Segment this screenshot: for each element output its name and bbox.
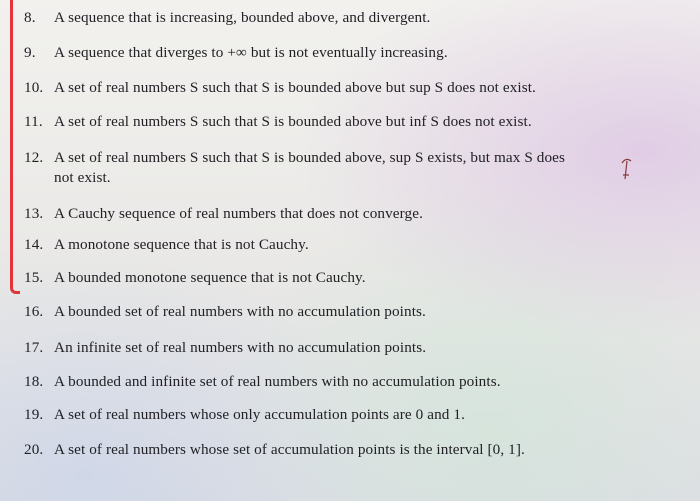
item-text: A bounded monotone sequence that is not Cauchy. — [54, 269, 366, 286]
item-number: 11. — [24, 113, 43, 130]
red-margin-bracket — [10, 0, 20, 294]
item-text: An infinite set of real numbers with no accumulation points. — [54, 339, 427, 356]
pen-mark — [620, 155, 634, 181]
item-number: 17. — [24, 339, 44, 356]
list-item-12 — [24, 148, 688, 188]
item-number: 19. — [24, 406, 44, 423]
item-number: 20. — [24, 441, 44, 458]
item-text: A Cauchy sequence of real numbers that does not converge. — [54, 205, 423, 222]
list-item-16 — [24, 302, 426, 322]
item-text: A bounded and infinite set of real numbers with no accumulation points. — [54, 373, 501, 390]
item-text: A sequence that diverges to +∞ but is not eventually increasing. — [54, 44, 448, 61]
list-item-14 — [24, 235, 309, 255]
item-number: 14. — [24, 236, 44, 253]
item-number: 8. — [24, 9, 36, 26]
list-item-9 — [24, 43, 448, 63]
list-item-15 — [24, 268, 366, 288]
list-item-10 — [24, 78, 536, 98]
item-number: 18. — [24, 373, 44, 390]
item-text: A sequence that is increasing, bounded above, and divergent. — [54, 9, 431, 26]
list-item-19 — [24, 405, 465, 425]
list-item-18 — [24, 372, 501, 392]
item-text-continuation: not exist. — [54, 169, 111, 186]
item-number: 9. — [24, 44, 36, 61]
item-text: A set of real numbers S such that S is bounded above but sup S does not exist. — [54, 79, 536, 96]
list-item-13 — [24, 204, 423, 224]
item-number: 15. — [24, 269, 44, 286]
list-item-11 — [24, 112, 532, 132]
item-text: A monotone sequence that is not Cauchy. — [54, 236, 309, 253]
list-item-20 — [24, 440, 525, 460]
item-text: A bounded set of real numbers with no accumulation points. — [54, 303, 426, 320]
item-text: A set of real numbers S such that S is bounded above but inf S does not exist. — [54, 113, 532, 130]
item-text: A set of real numbers whose only accumulation points are 0 and 1. — [54, 406, 465, 423]
list-item-8 — [24, 8, 430, 28]
item-text: A set of real numbers S such that S is bounded above, sup S exists, but max S does — [54, 149, 566, 166]
item-number: 16. — [24, 303, 44, 320]
item-text: A set of real numbers whose set of accumulation points is the interval [0, 1]. — [54, 441, 525, 458]
list-item-17 — [24, 338, 426, 358]
item-number: 13. — [24, 205, 44, 222]
item-number: 10. — [24, 79, 44, 96]
item-number: 12. — [24, 149, 44, 166]
